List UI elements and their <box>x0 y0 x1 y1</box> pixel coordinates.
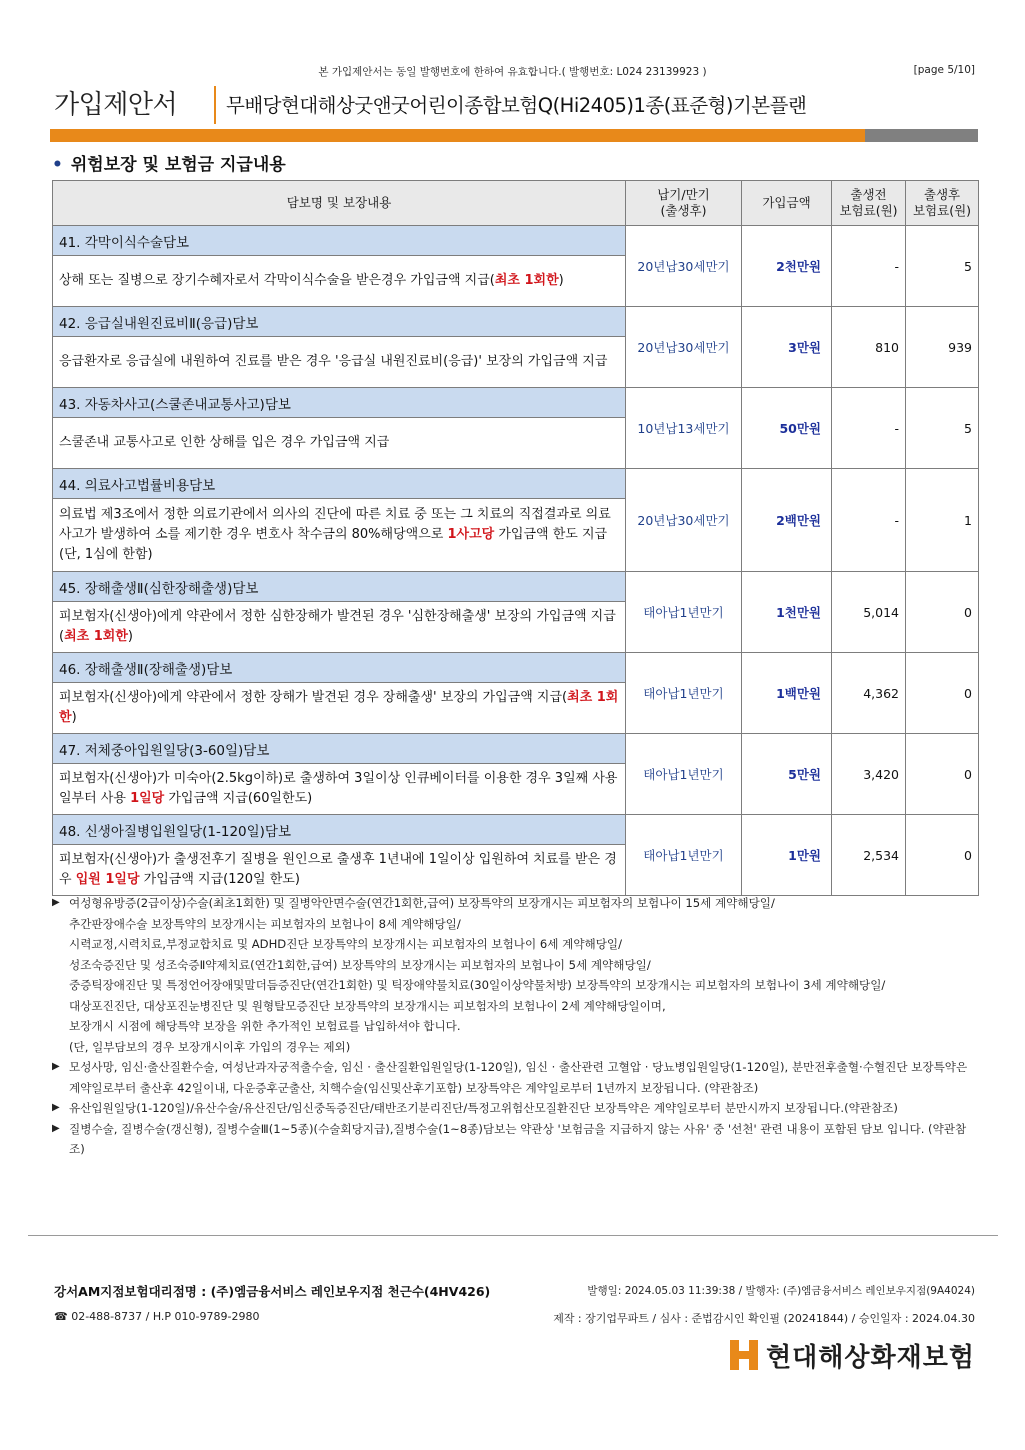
highlight-text: 최초 1회한 <box>494 273 559 288</box>
plan-name: 무배당현대해상굿앤굿어린이종합보험Q(Hi2405)1종(표준형)기본플랜 <box>226 94 807 117</box>
highlight-text: 최초 1회한 <box>59 690 619 725</box>
note-line: 추간판장애수술 보장특약의 보장개시는 피보험자의 보험나이 8세 계약해당일/ <box>69 916 461 931</box>
postnatal-premium: 1 <box>906 469 979 572</box>
agent-info: 강서AM지점보험대리점명 : (주)엠금융서비스 레인보우지점 천근수(4HV426) <box>54 1284 491 1299</box>
coverage-term: 태아납1년만기 <box>626 572 742 653</box>
coverage-name: 45. 장해출생Ⅱ(심한장해출생)담보 <box>53 572 626 602</box>
coverage-amount: 2백만원 <box>742 469 832 572</box>
note-item <box>52 1098 978 1119</box>
coverage-name: 47. 저체중아입원일당(3-60일)담보 <box>53 734 626 764</box>
note-line: 성조숙증진단 및 성조숙증Ⅱ약제치료(연간1회한,급여) 보장특약의 보장개시는 피보험자의 보험나이 5세 계약해당일/ <box>69 957 651 972</box>
coverage-term: 20년납30세만기 <box>626 226 742 307</box>
postnatal-premium: 0 <box>906 815 979 896</box>
header-band-gray <box>865 129 978 142</box>
note-item <box>52 893 978 1057</box>
postnatal-premium: 0 <box>906 653 979 734</box>
prenatal-premium: 3,420 <box>832 734 906 815</box>
coverage-term: 10년납13세만기 <box>626 388 742 469</box>
header-term: 납기/만기 (출생후) <box>626 181 742 226</box>
highlight-text: 최초 1회한 <box>64 629 128 644</box>
highlight-text: 입원 1일당 <box>75 872 140 887</box>
coverage-term: 태아납1년만기 <box>626 815 742 896</box>
note-item <box>52 1057 978 1098</box>
prenatal-premium: 810 <box>832 307 906 388</box>
coverage-amount: 3만원 <box>742 307 832 388</box>
note-item <box>52 1119 978 1160</box>
page-number: [page 5/10] <box>913 64 975 76</box>
coverage-row <box>53 307 979 337</box>
hyundai-h-logo-icon <box>730 1340 758 1370</box>
coverage-row <box>53 388 979 418</box>
coverage-table <box>52 180 979 896</box>
company-name: 현대해상화재보험 <box>766 1342 975 1373</box>
coverage-name: 46. 장해출생Ⅱ(장해출생)담보 <box>53 653 626 683</box>
note-line: 시력교정,시력치료,부정교합치료 및 ADHD진단 보장특약의 보장개시는 피보험자의 보험나이 6세 계약해당일/ <box>69 937 623 951</box>
header-postnatal-premium: 출생후 보험료(원) <box>906 181 979 226</box>
title-divider <box>214 86 216 124</box>
prenatal-premium: 5,014 <box>832 572 906 653</box>
coverage-name: 44. 의료사고법률비용담보 <box>53 469 626 499</box>
note-line: 질병수술, 질병수술(갱신형), 질병수술Ⅲ(1~5종)(수술회당지급),질병수술(1~8종)담보는 약관상 '보험금을 지급하지 않는 사유' 중 '선천' 관련 내용이 포함된 담보 입니다. (약관참조) <box>69 1121 967 1156</box>
prenatal-premium: 2,534 <box>832 815 906 896</box>
coverage-row <box>53 469 979 499</box>
note-line: 모성사망, 임신·출산질환수술, 여성난과자궁적출수술, 임신 · 출산질환입원일당(1-120일), 임신 · 출산관련 고혈압 · 당뇨병입원일당(1-120일), 분만전후출혈·수혈진단 보장특약은 계약일로부터 출산후 42일이내, 다운증후군출산, 치핵수술(임신및산후기포함) 보장특약은 계약일로부터 1년까지 보장됩니다. (약관참조) <box>69 1060 968 1095</box>
coverage-row <box>53 815 979 845</box>
highlight-text: 1일당 <box>130 791 165 806</box>
table-header-row <box>53 181 979 226</box>
note-line: 유산입원일당(1-120일)/유산수술/유산진단/임신중독증진단/태반조기분리진단/특정고위험산모질환진단 보장특약은 계약일로부터 분만시까지 보장됩니다.(약관참조) <box>69 1101 898 1115</box>
triangle-bullet-icon: ▶ <box>52 897 60 908</box>
issue-info: 발행일: 2024.05.03 11:39:38 / 발행자: (주)엠금융서비스 레인보우지점(9A4024) <box>587 1285 975 1297</box>
coverage-row <box>53 572 979 602</box>
coverage-description: 스쿨존내 교통사고로 인한 상해를 입은 경우 가입금액 지급 <box>53 418 626 469</box>
triangle-bullet-icon: ▶ <box>52 1102 60 1113</box>
header-band-orange <box>50 129 865 142</box>
note-line: (단, 일부담보의 경우 보장개시이후 가입의 경우는 제외) <box>69 1039 351 1054</box>
prenatal-premium: - <box>832 226 906 307</box>
production-info: 제작 : 장기업무파트 / 심사 : 준법감시인 확인필 (20241844) / 승인일자 : 2024.04.30 <box>553 1312 975 1325</box>
section-title: • 위험보장 및 보험금 지급내용 <box>52 155 286 175</box>
coverage-row <box>53 653 979 683</box>
prenatal-premium: - <box>832 469 906 572</box>
coverage-amount: 50만원 <box>742 388 832 469</box>
note-line: 여성형유방증(2급이상)수술(최초1회한) 및 질병악안면수술(연간1회한,급여) 보장특약의 보장개시는 피보험자의 보험나이 15세 계약해당일/ <box>69 896 775 910</box>
coverage-description: 피보험자(신생아)가 출생전후기 질병을 원인으로 출생후 1년내에 1일이상 입원하여 치료를 받은 경우 입원 1일당 가입금액 지급(120일 한도) <box>53 845 626 896</box>
coverage-description: 피보험자(신생아)가 미숙아(2.5kg이하)로 출생하여 3일이상 인큐베이터를 이용한 경우 3일째 사용일부터 사용 1일당 가입금액 지급(60일한도) <box>53 764 626 815</box>
prenatal-premium: 4,362 <box>832 653 906 734</box>
coverage-name: 48. 신생아질병입원일당(1-120일)담보 <box>53 815 626 845</box>
coverage-term: 태아납1년만기 <box>626 653 742 734</box>
postnatal-premium: 0 <box>906 734 979 815</box>
coverage-description: 의료법 제3조에서 정한 의료기관에서 의사의 진단에 따른 치료 중 또는 그 치료의 직접결과로 의료사고가 발생하여 소를 제기한 경우 변호사 착수금의 80%해당액으로 1사고당 가입금액 한도 지급(단, 1심에 한함) <box>53 499 626 572</box>
triangle-bullet-icon: ▶ <box>52 1122 60 1134</box>
coverage-amount: 2천만원 <box>742 226 832 307</box>
coverage-description: 피보험자(신생아)에게 약관에서 정한 장해가 발견된 경우 장해출생' 보장의 가입금액 지급(최초 1회한) <box>53 683 626 734</box>
note-line: 대상포진진단, 대상포진눈병진단 및 원형탈모증진단 보장특약의 보장개시는 피보험자의 보험나이 2세 계약해당일이며, <box>69 998 666 1013</box>
header-amount: 가입금액 <box>742 181 832 226</box>
document-title: 가입제안서 <box>54 90 178 120</box>
coverage-amount: 5만원 <box>742 734 832 815</box>
coverage-description: 상해 또는 질병으로 장기수혜자로서 각막이식수술을 받은경우 가입금액 지급(최초 1회한) <box>53 256 626 307</box>
note-line: 보장개시 시점에 해당특약 보장을 위한 추가적인 보험료를 납입하셔야 합니다. <box>69 1019 461 1033</box>
header-coverage: 담보명 및 보장내용 <box>53 181 626 226</box>
prenatal-premium: - <box>832 388 906 469</box>
validity-notice: 본 가입제안서는 동일 발행번호에 한하여 유효합니다.( 발행번호: L024 23139923 ) <box>318 66 707 78</box>
highlight-text: 1사고당 <box>447 527 495 542</box>
coverage-name: 42. 응급실내원진료비Ⅱ(응급)담보 <box>53 307 626 337</box>
bullet-icon: • <box>52 155 63 175</box>
coverage-amount: 1만원 <box>742 815 832 896</box>
coverage-row <box>53 226 979 256</box>
contact-phone: ☎ 02-488-8737 / H.P 010-9789-2980 <box>54 1310 260 1323</box>
coverage-name: 43. 자동차사고(스쿨존내교통사고)담보 <box>53 388 626 418</box>
header-prenatal-premium: 출생전 보험료(원) <box>832 181 906 226</box>
coverage-description: 응급환자로 응급실에 내원하여 진료를 받은 경우 '응급실 내원진료비(응급)' 보장의 가입금액 지급 <box>53 337 626 388</box>
company-logo <box>730 1337 975 1373</box>
postnatal-premium: 5 <box>906 226 979 307</box>
footer-divider <box>28 1235 998 1236</box>
postnatal-premium: 939 <box>906 307 979 388</box>
coverage-description: 피보험자(신생아)에게 약관에서 정한 심한장해가 발견된 경우 '심한장해출생' 보장의 가입금액 지급(최초 1회한) <box>53 602 626 653</box>
note-line: 중증틱장애진단 및 특정언어장애및말더듬증진단(연간1회한) 및 틱장애약물치료(30일이상약물처방) 보장특약의 보장개시는 피보험자의 보험나이 3세 계약해당일/ <box>69 978 886 992</box>
coverage-row <box>53 734 979 764</box>
coverage-term: 20년납30세만기 <box>626 469 742 572</box>
postnatal-premium: 0 <box>906 572 979 653</box>
postnatal-premium: 5 <box>906 388 979 469</box>
coverage-term: 태아납1년만기 <box>626 734 742 815</box>
coverage-amount: 1백만원 <box>742 653 832 734</box>
notes <box>52 893 978 1160</box>
coverage-amount: 1천만원 <box>742 572 832 653</box>
coverage-term: 20년납30세만기 <box>626 307 742 388</box>
coverage-name: 41. 각막이식수술담보 <box>53 226 626 256</box>
triangle-bullet-icon: ▶ <box>52 1061 60 1072</box>
